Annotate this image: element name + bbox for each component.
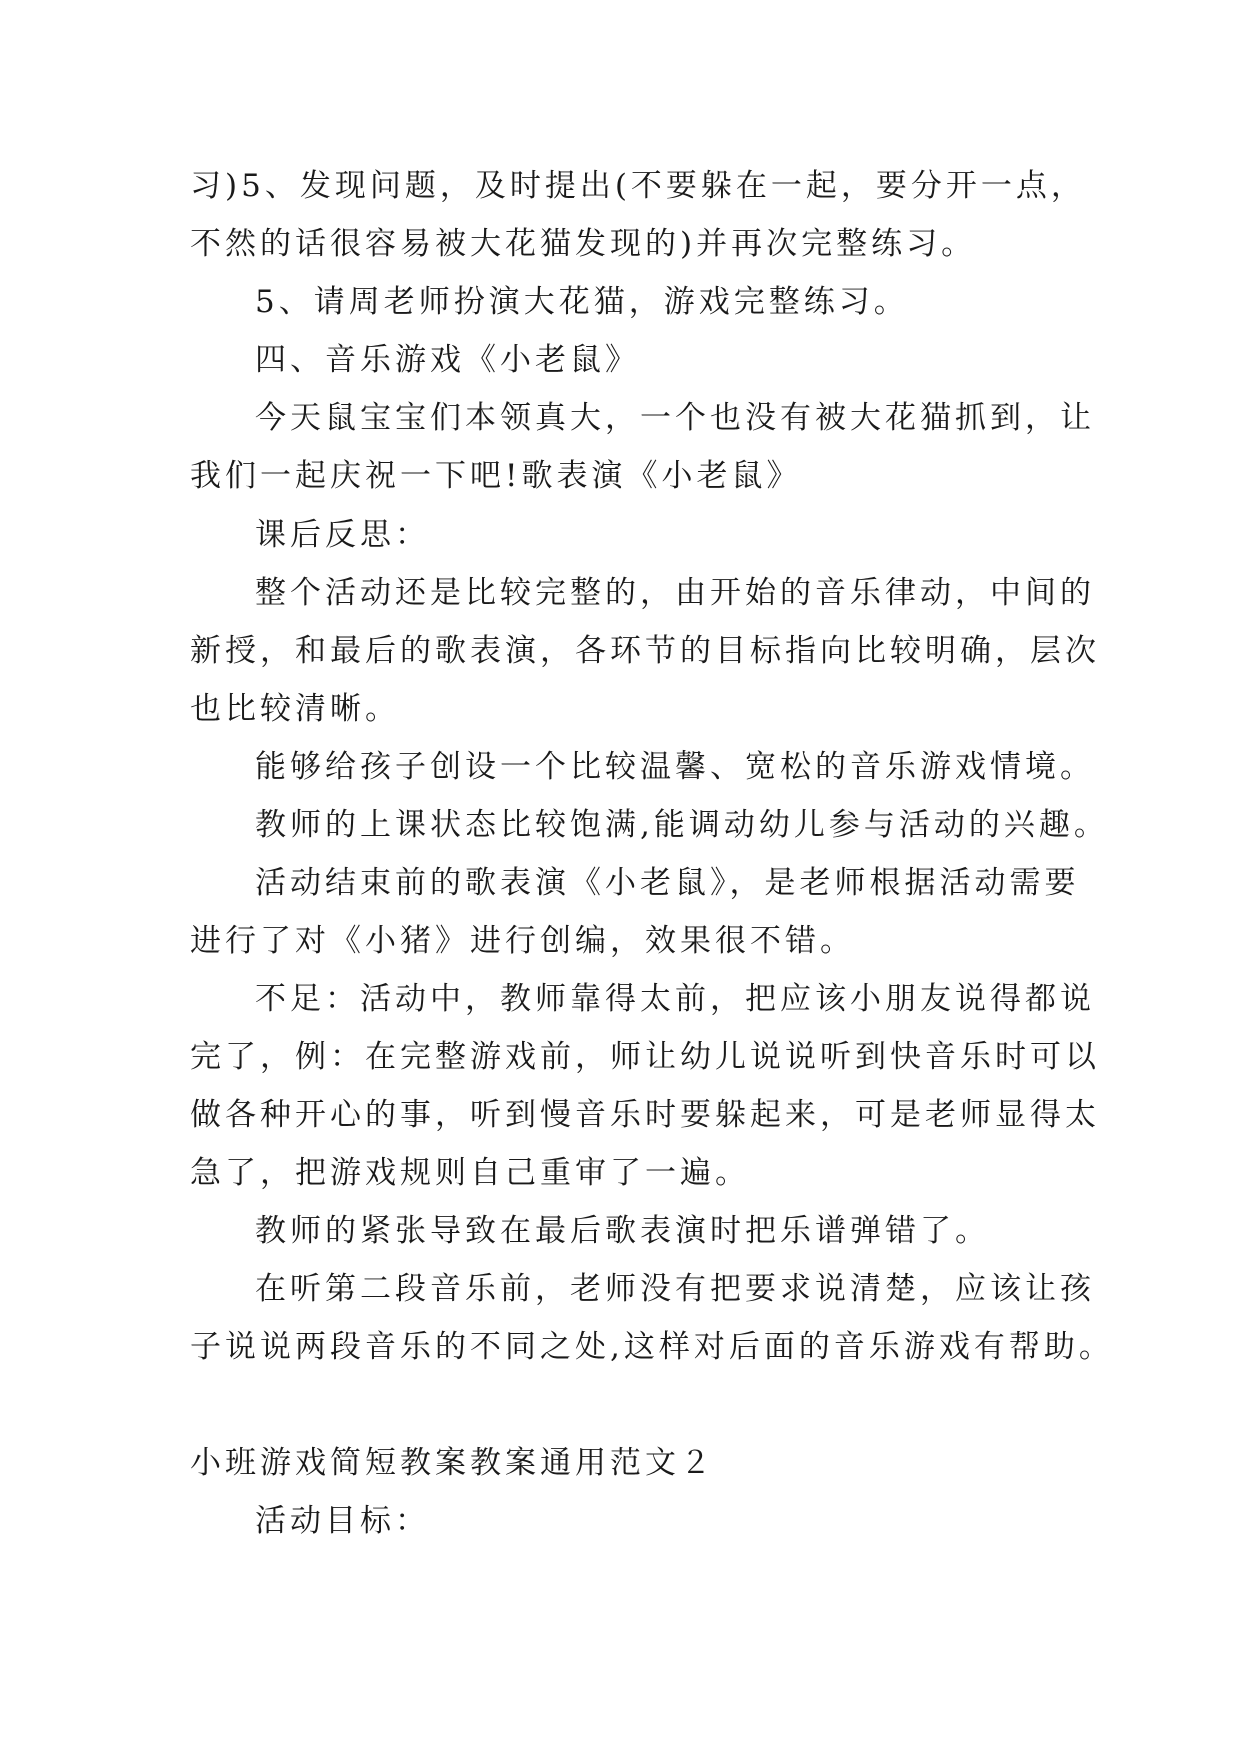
body-line: 做各种开心的事，听到慢音乐时要躲起来，可是老师显得太 xyxy=(190,1097,1100,1133)
body-line: 习)5、发现问题，及时提出(不要躲在一起，要分开一点， xyxy=(190,168,1086,204)
body-line: 我们一起庆祝一下吧!歌表演《小老鼠》 xyxy=(190,458,802,494)
body-line: 子说说两段音乐的不同之处,这样对后面的音乐游戏有帮助。 xyxy=(190,1329,1114,1365)
document-title: 小班游戏简短教案教案通用范文２ xyxy=(190,1445,715,1481)
body-line: 教师的上课状态比较饱满,能调动幼儿参与活动的兴趣。 xyxy=(255,807,1109,843)
body-line: 今天鼠宝宝们本领真大，一个也没有被大花猫抓到，让 xyxy=(255,400,1095,436)
body-line: 在听第二段音乐前，老师没有把要求说清楚，应该让孩 xyxy=(255,1271,1095,1307)
body-line: 活动结束前的歌表演《小老鼠》，是老师根据活动需要 xyxy=(255,865,1080,901)
body-line: 不然的话很容易被大花猫发现的)并再次完整练习。 xyxy=(190,226,977,262)
body-line: 不足：活动中，教师靠得太前，把应该小朋友说得都说 xyxy=(255,981,1095,1017)
body-line: 整个活动还是比较完整的，由开始的音乐律动，中间的 xyxy=(255,575,1095,611)
body-line: 也比较清晰。 xyxy=(190,691,400,727)
section-label: 课后反思： xyxy=(255,517,430,553)
section-heading: 四、音乐游戏《小老鼠》 xyxy=(255,342,640,378)
body-line: 完了，例：在完整游戏前，师让幼儿说说听到快音乐时可以 xyxy=(190,1039,1100,1075)
body-line: 5、请周老师扮演大花猫，游戏完整练习。 xyxy=(255,284,909,320)
body-line: 能够给孩子创设一个比较温馨、宽松的音乐游戏情境。 xyxy=(255,749,1095,785)
body-line: 教师的紧张导致在最后歌表演时把乐谱弹错了。 xyxy=(255,1213,990,1249)
body-line: 急了，把游戏规则自己重审了一遍。 xyxy=(190,1155,750,1191)
section-label: 活动目标： xyxy=(255,1503,430,1539)
body-line: 进行了对《小猪》进行创编，效果很不错。 xyxy=(190,923,855,959)
body-line: 新授，和最后的歌表演，各环节的目标指向比较明确，层次 xyxy=(190,633,1100,669)
